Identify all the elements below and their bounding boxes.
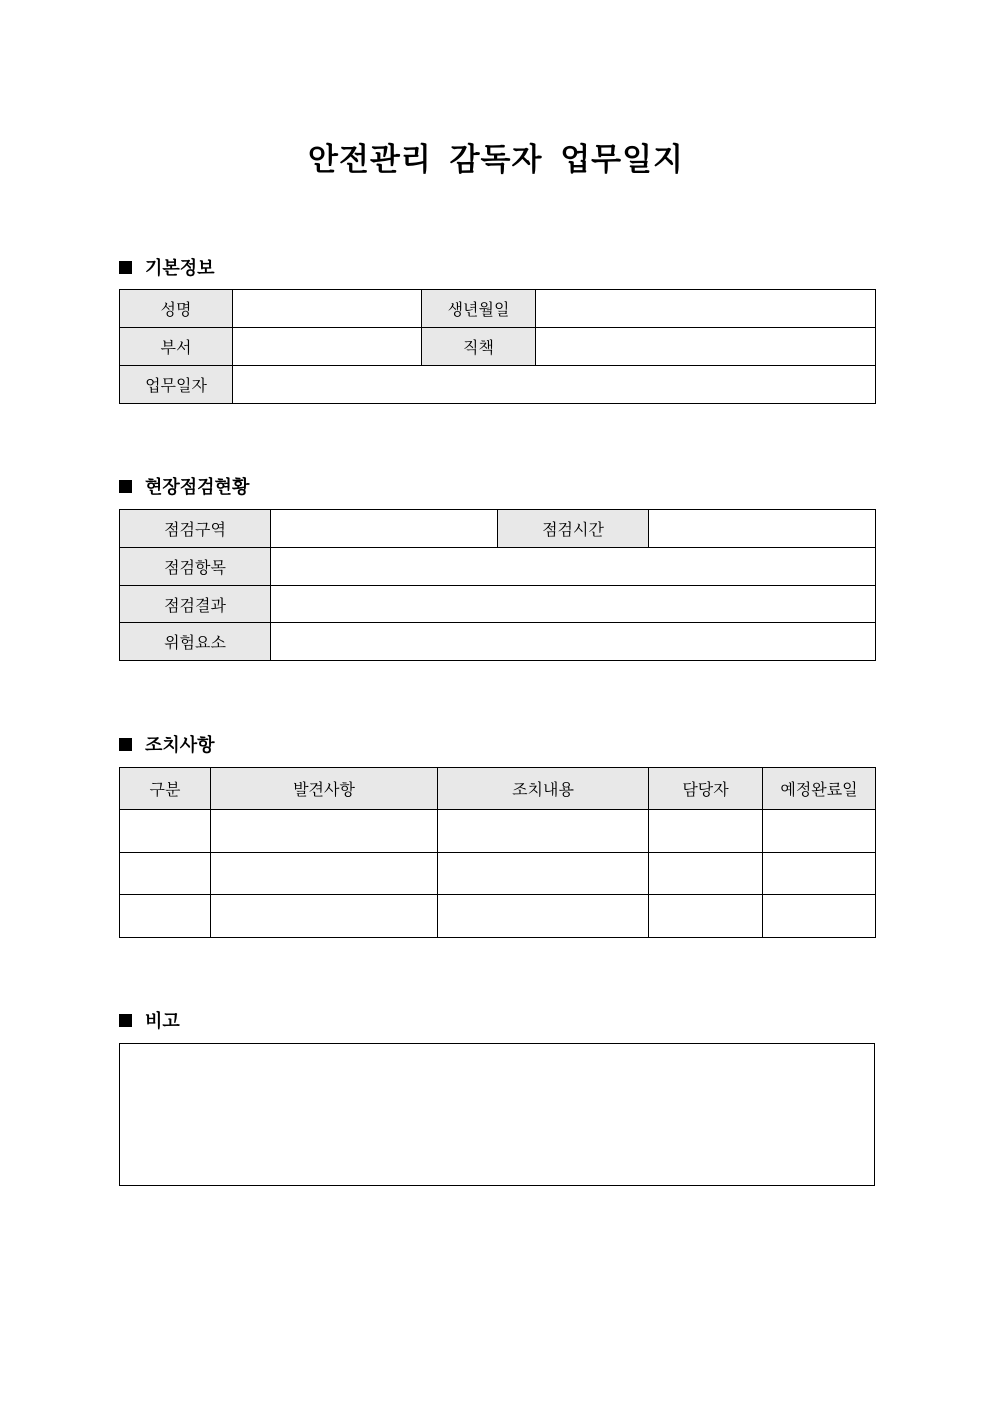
- birth-field[interactable]: [536, 290, 876, 328]
- remarks-box[interactable]: [119, 1043, 875, 1186]
- time-label: 점검시간: [498, 510, 649, 548]
- column-header-action: 조치내용: [438, 768, 649, 810]
- workdate-label: 업무일자: [120, 366, 233, 404]
- inspection-heading-text: 현장점검현황: [145, 477, 250, 498]
- square-bullet-icon: [119, 738, 132, 751]
- table-cell[interactable]: [649, 853, 763, 895]
- table-header-row: [120, 768, 876, 810]
- basic-info-table: [119, 289, 876, 404]
- table-cell[interactable]: [649, 810, 763, 853]
- inspection-heading: [119, 473, 249, 499]
- table-cell[interactable]: [120, 853, 211, 895]
- table-row: [120, 895, 876, 938]
- dept-label: 부서: [120, 328, 233, 366]
- remarks-heading-text: 비고: [145, 1011, 180, 1032]
- dept-field[interactable]: [233, 328, 422, 366]
- table-row: [120, 853, 876, 895]
- area-field[interactable]: [271, 510, 498, 548]
- table-cell[interactable]: [211, 895, 438, 938]
- position-label: 직책: [422, 328, 536, 366]
- table-row: [120, 510, 876, 548]
- table-row: [120, 290, 876, 328]
- square-bullet-icon: [119, 261, 132, 274]
- table-row: [120, 366, 876, 404]
- table-row: [120, 586, 876, 623]
- name-label: 성명: [120, 290, 233, 328]
- column-header-due-date: 예정완료일: [763, 768, 876, 810]
- workdate-field[interactable]: [233, 366, 876, 404]
- square-bullet-icon: [119, 1014, 132, 1027]
- time-field[interactable]: [649, 510, 876, 548]
- table-cell[interactable]: [438, 853, 649, 895]
- actions-heading-text: 조치사항: [145, 735, 215, 756]
- inspection-table: [119, 509, 876, 661]
- column-header-manager: 담당자: [649, 768, 763, 810]
- table-row: [120, 548, 876, 586]
- risk-field[interactable]: [271, 623, 876, 661]
- table-cell[interactable]: [438, 895, 649, 938]
- table-row: [120, 623, 876, 661]
- table-cell[interactable]: [763, 895, 876, 938]
- table-cell[interactable]: [438, 810, 649, 853]
- column-header-category: 구분: [120, 768, 211, 810]
- table-cell[interactable]: [120, 895, 211, 938]
- table-cell[interactable]: [211, 853, 438, 895]
- area-label: 점검구역: [120, 510, 271, 548]
- actions-heading: [119, 731, 215, 757]
- document-title: 안전관리 감독자 업무일지: [308, 142, 684, 178]
- risk-label: 위험요소: [120, 623, 271, 661]
- table-cell[interactable]: [649, 895, 763, 938]
- table-cell[interactable]: [763, 853, 876, 895]
- table-row: [120, 810, 876, 853]
- name-field[interactable]: [233, 290, 422, 328]
- items-label: 점검항목: [120, 548, 271, 586]
- birth-label: 생년월일: [422, 290, 536, 328]
- square-bullet-icon: [119, 480, 132, 493]
- table-cell[interactable]: [211, 810, 438, 853]
- remarks-heading: [119, 1007, 180, 1033]
- items-field[interactable]: [271, 548, 876, 586]
- table-cell[interactable]: [763, 810, 876, 853]
- actions-table: [119, 767, 876, 938]
- column-header-findings: 발견사항: [211, 768, 438, 810]
- table-cell[interactable]: [120, 810, 211, 853]
- basic-info-heading: [119, 254, 215, 280]
- result-field[interactable]: [271, 586, 876, 623]
- result-label: 점검결과: [120, 586, 271, 623]
- basic-info-heading-text: 기본정보: [145, 258, 215, 279]
- table-row: [120, 328, 876, 366]
- position-field[interactable]: [536, 328, 876, 366]
